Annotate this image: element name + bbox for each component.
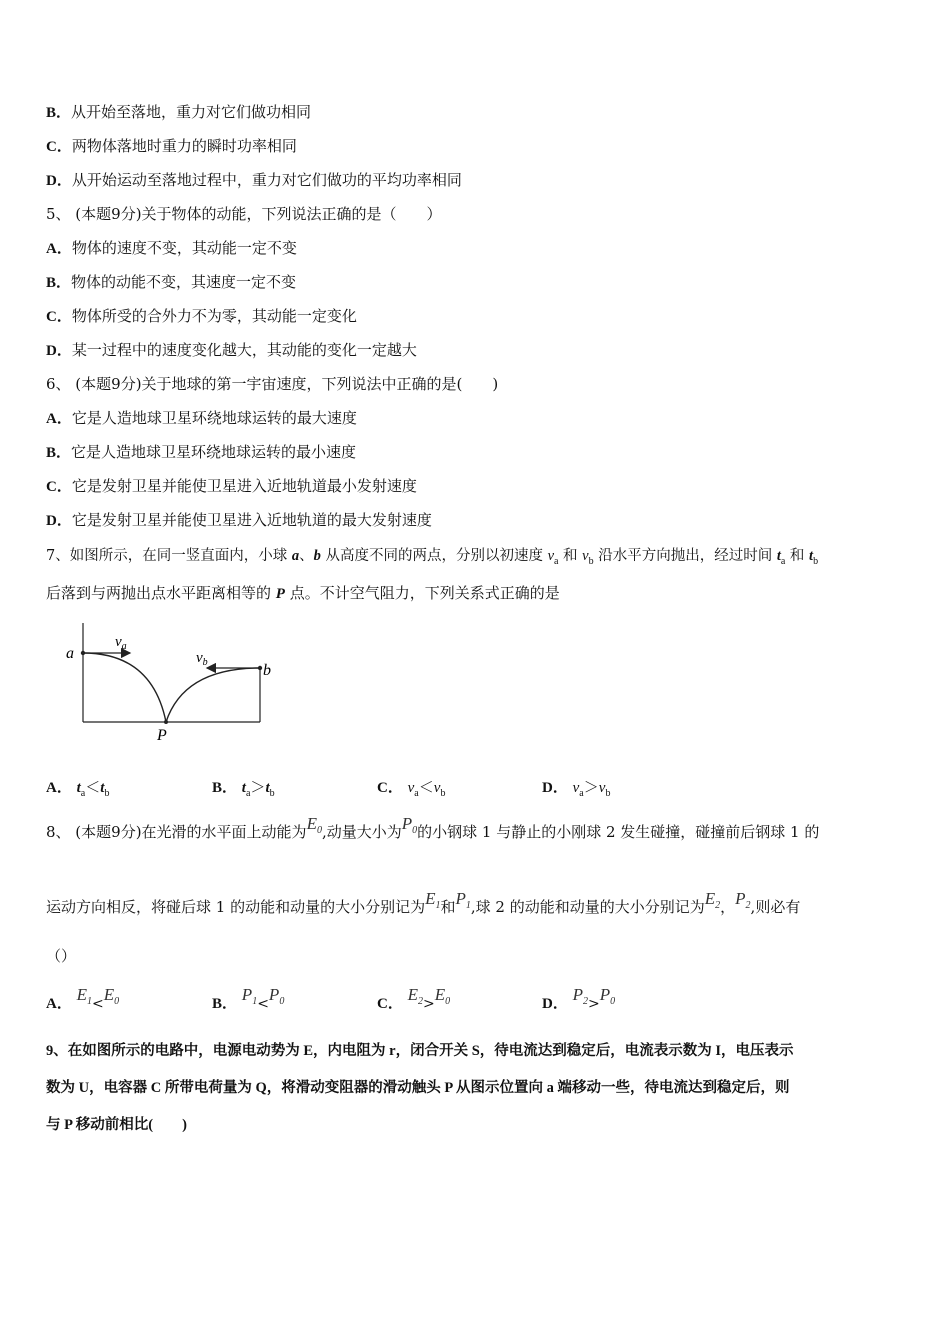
q7-option-b: B． $t_a>t_b$: [212, 778, 275, 799]
q8-stem-line1: 8、 (本题9分)在光滑的水平面上动能为$E_0$,动量大小为$P_0$的小钢球 1 与静止的小刚球 2 发生碰撞，碰撞前后钢球 1 的: [46, 814, 820, 841]
q6-option-a: A．它是人造地球卫星环绕地球运转的最大速度: [46, 409, 357, 427]
q7-option-a: A． $t_a<t_b$: [46, 778, 110, 799]
prev-option-b: B．从开始至落地，重力对它们做功相同: [46, 103, 312, 121]
q5-option-b: B．物体的动能不变，其速度一定不变: [46, 273, 297, 291]
q7-option-c: C． $v_a<v_b$: [377, 778, 446, 799]
q6-option-d: D．它是发射卫星并能使卫星进入近地轨道的最大发射速度: [46, 511, 432, 529]
q6-option-c: C．它是发射卫星并能使卫星进入近地轨道最小发射速度: [46, 477, 417, 495]
prev-option-c: C．两物体落地时重力的瞬时功率相同: [46, 137, 297, 155]
q9-stem-line2: 数为 U，电容器 C 所带电荷量为 Q，将滑动变阻器的滑动触头 P 从图示位置向 a 端移动一些，待电流达到稳定后，则: [46, 1080, 790, 1096]
trajectory-b: [166, 668, 260, 722]
q8-option-b: B． $P_1<P_0$: [212, 985, 285, 1012]
q8-option-a: A． $E_1<E_0$: [46, 985, 120, 1012]
label-vb: $v_b$: [196, 650, 208, 668]
q8-option-c: C． $E_2>E_0$: [377, 985, 451, 1012]
q7-stem-line2: 后落到与两抛出点水平距离相等的 P 点。不计空气阻力，下列关系式正确的是: [46, 584, 560, 602]
q5-stem: 5、 (本题9分)关于物体的动能，下列说法正确的是（ ）: [46, 205, 442, 223]
q5-option-a: A．物体的速度不变，其动能一定不变: [46, 239, 297, 257]
point-b: [258, 666, 262, 670]
q8-stem-line2: 运动方向相反，将碰后球 1 的动能和动量的大小分别记为$E_1$和$P_1$,球 2 的动能和动量的大小分别记为$E_2$，$P_2$,则必有: [46, 889, 801, 916]
q9-stem-line1: 9、在如图所示的电路中，电源电动势为 E，内电阻为 r，闭合开关 S，待电流达到稳定后，电流表示数为 I，电压表示: [46, 1043, 794, 1059]
point-a: [81, 651, 85, 655]
trajectory-a: [83, 653, 166, 722]
q5-option-c: C．物体所受的合外力不为零，其动能一定变化: [46, 307, 357, 325]
prev-option-d: D．从开始运动至落地过程中，重力对它们做功的平均功率相同: [46, 171, 462, 189]
q8-option-d: D． $P_2>P_0$: [542, 985, 616, 1012]
q7-stem-line1: 7、如图所示，在同一竖直面内，小球 a、b 从高度不同的两点，分别以初速度 $v_a$ 和 $v_b$ 沿水平方向抛出，经过时间 $t_a$ 和 $t_b$: [46, 548, 819, 567]
q9-stem-line3: 与 P 移动前相比( ): [46, 1117, 187, 1133]
label-va: $v_a$: [115, 634, 127, 652]
figure-axes: [83, 623, 260, 722]
label-a: a: [66, 645, 74, 662]
q6-stem: 6、 (本题9分)关于地球的第一宇宙速度，下列说法中正确的是( ): [46, 375, 499, 393]
q8-blank: （）: [46, 947, 77, 965]
label-p: P: [157, 727, 167, 744]
q6-option-b: B．它是人造地球卫星环绕地球运转的最小速度: [46, 443, 357, 461]
q5-option-d: D．某一过程中的速度变化越大，其动能的变化一定越大: [46, 341, 417, 359]
point-p: [164, 720, 168, 724]
projectile-figure: [60, 620, 290, 755]
label-b: b: [263, 662, 271, 679]
q7-option-d: D． $v_a>v_b$: [542, 778, 611, 799]
